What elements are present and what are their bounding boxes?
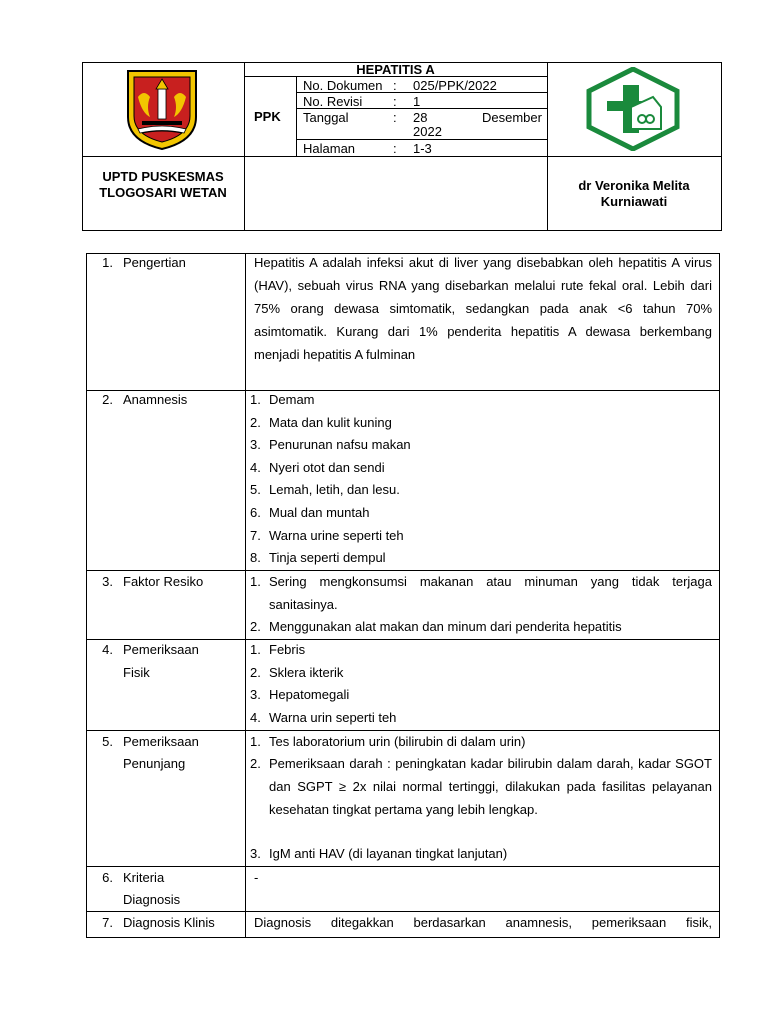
meta-value-date-year: 2022	[413, 124, 442, 139]
section-title-kriteria-diagnosis: Diagnosis	[123, 892, 181, 907]
meta-sep: :	[393, 94, 397, 109]
section-number: 2.	[102, 392, 113, 407]
section-text-kriteria-diagnosis: -	[254, 870, 259, 885]
section-number: 4.	[102, 642, 113, 657]
meta-sep: :	[393, 78, 397, 93]
meta-value-revision: 1	[413, 94, 421, 109]
section-title-pengertian: Pengertian	[123, 255, 186, 270]
meta-value-page: 1-3	[413, 141, 432, 156]
meta-value-date-month: Desember	[482, 110, 542, 125]
section-number: 6.	[102, 870, 113, 885]
meta-label-revision: No. Revisi	[303, 94, 363, 109]
meta-label-page: Halaman	[303, 141, 356, 156]
section-title-diagnosis-klinis: Diagnosis Klinis	[123, 915, 215, 930]
meta-value-document-number: 025/PPK/2022	[413, 78, 497, 93]
section-title-kriteria-diagnosis: Kriteria	[123, 870, 165, 885]
document-title: HEPATITIS A	[356, 62, 435, 77]
section-title-pemeriksaan-penunjang: Penunjang	[123, 756, 186, 771]
section-number: 3.	[102, 574, 113, 589]
meta-label-date: Tanggal	[303, 110, 349, 125]
section-title-pemeriksaan-fisik: Pemeriksaan	[123, 642, 199, 657]
regional-emblem-icon	[124, 67, 200, 151]
meta-label-document-number: No. Dokumen	[303, 78, 383, 93]
section-title-faktor-resiko: Faktor Resiko	[123, 574, 204, 589]
section-title-anamnesis: Anamnesis	[123, 392, 188, 407]
signatory-name: dr Veronika Melita Kurniawati	[578, 178, 690, 209]
section-text-pengertian: Hepatitis A adalah infeksi akut di liver yang disebabkan oleh hepatitis A virus (HAV), sebuah virus RNA yang disebarkan melalui rute fekal oral. Lebih dari 75% orang dewasa simtomatik, sedangkan pada anak <6 tahun 70% asimtomatik. Kurang dari 1% penderita hepatitis A dewasa berkembang menjadi hepatitis A fulminan	[254, 255, 712, 362]
section-text-diagnosis-klinis: Diagnosis ditegakkan berdasarkan anamnesis, pemeriksaan fisik,	[254, 915, 712, 930]
meta-value-date-day: 28	[413, 110, 428, 125]
organization-name: UPTD PUSKESMAS TLOGOSARI WETAN	[99, 169, 227, 200]
meta-sep: :	[393, 110, 397, 125]
section-title-pemeriksaan-penunjang: Pemeriksaan	[123, 734, 199, 749]
ppk-label: PPK	[254, 109, 281, 124]
section-number: 1.	[102, 255, 113, 270]
puskesmas-logo-icon	[585, 67, 681, 151]
section-number: 5.	[102, 734, 113, 749]
meta-sep: :	[393, 141, 397, 156]
section-number: 7.	[102, 915, 113, 930]
section-title-pemeriksaan-fisik: Fisik	[123, 665, 150, 680]
